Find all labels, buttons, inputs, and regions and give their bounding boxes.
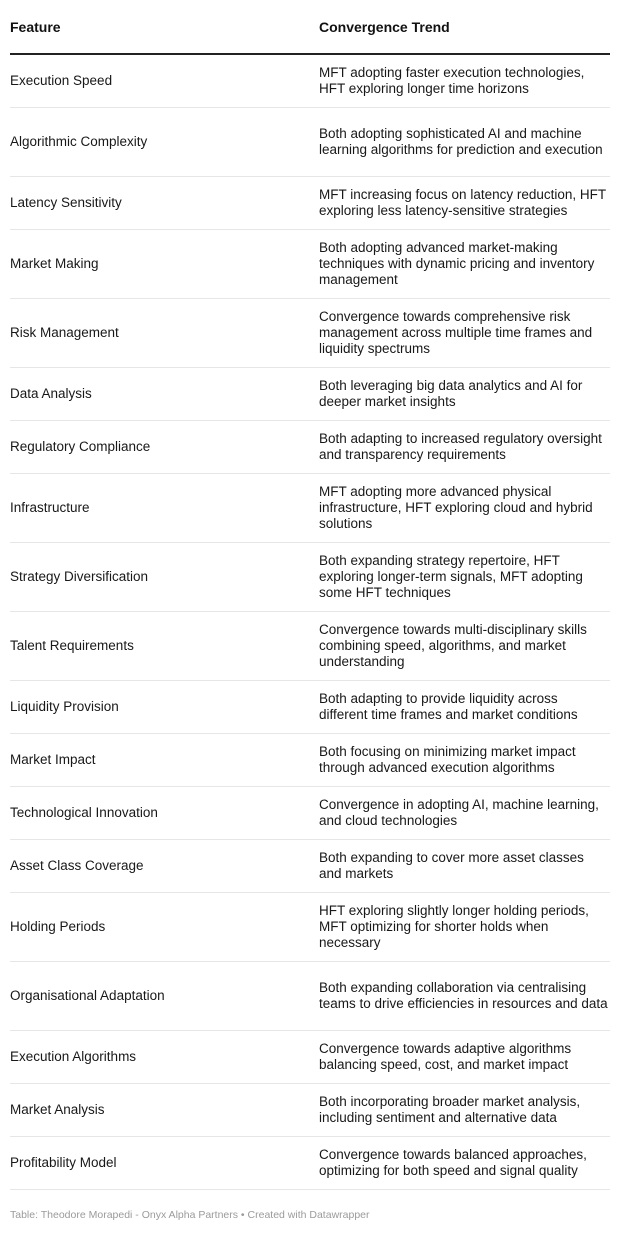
feature-cell: Market Analysis xyxy=(10,1083,319,1136)
table-row xyxy=(10,1083,610,1136)
feature-cell: Strategy Diversification xyxy=(10,542,319,611)
table-row xyxy=(10,367,610,420)
trend-cell: Both adopting sophisticated AI and machine learning algorithms for prediction and execution xyxy=(319,107,610,176)
feature-cell: Risk Management xyxy=(10,298,319,367)
feature-cell: Execution Algorithms xyxy=(10,1030,319,1083)
trend-cell: MFT adopting faster execution technologies, HFT exploring longer time horizons xyxy=(319,54,610,107)
feature-cell: Data Analysis xyxy=(10,367,319,420)
feature-cell: Latency Sensitivity xyxy=(10,176,319,229)
table-row xyxy=(10,611,610,680)
trend-cell: Convergence towards adaptive algorithms balancing speed, cost, and market impact xyxy=(319,1030,610,1083)
trend-cell: MFT increasing focus on latency reduction, HFT exploring less latency-sensitive strategies xyxy=(319,176,610,229)
table-row xyxy=(10,786,610,839)
feature-cell: Liquidity Provision xyxy=(10,680,319,733)
trend-cell: Both expanding strategy repertoire, HFT exploring longer-term signals, MFT adopting some HFT techniques xyxy=(319,542,610,611)
trend-cell: Both adopting advanced market-making techniques with dynamic pricing and inventory management xyxy=(319,229,610,298)
source-footer: Table: Theodore Morapedi - Onyx Alpha Partners • Created with Datawrapper xyxy=(10,1209,370,1221)
trend-cell: HFT exploring slightly longer holding periods, MFT optimizing for shorter holds when necessary xyxy=(319,892,610,961)
trend-cell: Both incorporating broader market analysis, including sentiment and alternative data xyxy=(319,1083,610,1136)
trend-cell: Convergence towards multi-disciplinary skills combining speed, algorithms, and market understanding xyxy=(319,611,610,680)
trend-cell: Both expanding to cover more asset classes and markets xyxy=(319,839,610,892)
feature-cell: Talent Requirements xyxy=(10,611,319,680)
table-row xyxy=(10,107,610,176)
feature-cell: Asset Class Coverage xyxy=(10,839,319,892)
table-row xyxy=(10,961,610,1030)
feature-cell: Regulatory Compliance xyxy=(10,420,319,473)
table-header-row xyxy=(10,0,610,54)
feature-cell: Technological Innovation xyxy=(10,786,319,839)
table-row xyxy=(10,733,610,786)
header-feature: Feature xyxy=(10,0,319,54)
feature-cell: Profitability Model xyxy=(10,1136,319,1189)
feature-cell: Organisational Adaptation xyxy=(10,961,319,1030)
table-row xyxy=(10,1030,610,1083)
feature-cell: Holding Periods xyxy=(10,892,319,961)
trend-cell: Convergence in adopting AI, machine learning, and cloud technologies xyxy=(319,786,610,839)
table-row xyxy=(10,839,610,892)
table-row xyxy=(10,473,610,542)
trend-cell: MFT adopting more advanced physical infrastructure, HFT exploring cloud and hybrid solutions xyxy=(319,473,610,542)
trend-cell: Convergence towards balanced approaches, optimizing for both speed and signal quality xyxy=(319,1136,610,1189)
trend-cell: Both focusing on minimizing market impact through advanced execution algorithms xyxy=(319,733,610,786)
table-row xyxy=(10,229,610,298)
table-row xyxy=(10,1136,610,1189)
table-row xyxy=(10,54,610,107)
trend-cell: Both expanding collaboration via centralising teams to drive efficiencies in resources and data xyxy=(319,961,610,1030)
trend-cell: Both leveraging big data analytics and AI for deeper market insights xyxy=(319,367,610,420)
header-convergence-trend: Convergence Trend xyxy=(319,0,610,54)
feature-cell: Market Making xyxy=(10,229,319,298)
table-row xyxy=(10,680,610,733)
feature-cell: Market Impact xyxy=(10,733,319,786)
feature-cell: Infrastructure xyxy=(10,473,319,542)
trend-cell: Both adapting to provide liquidity across different time frames and market conditions xyxy=(319,680,610,733)
trend-cell: Convergence towards comprehensive risk management across multiple time frames and liquidity spectrums xyxy=(319,298,610,367)
feature-cell: Execution Speed xyxy=(10,54,319,107)
table-row xyxy=(10,298,610,367)
table-row xyxy=(10,542,610,611)
table-row xyxy=(10,892,610,961)
feature-cell: Algorithmic Complexity xyxy=(10,107,319,176)
table-row xyxy=(10,176,610,229)
table-row xyxy=(10,420,610,473)
convergence-table xyxy=(10,0,610,1190)
trend-cell: Both adapting to increased regulatory oversight and transparency requirements xyxy=(319,420,610,473)
